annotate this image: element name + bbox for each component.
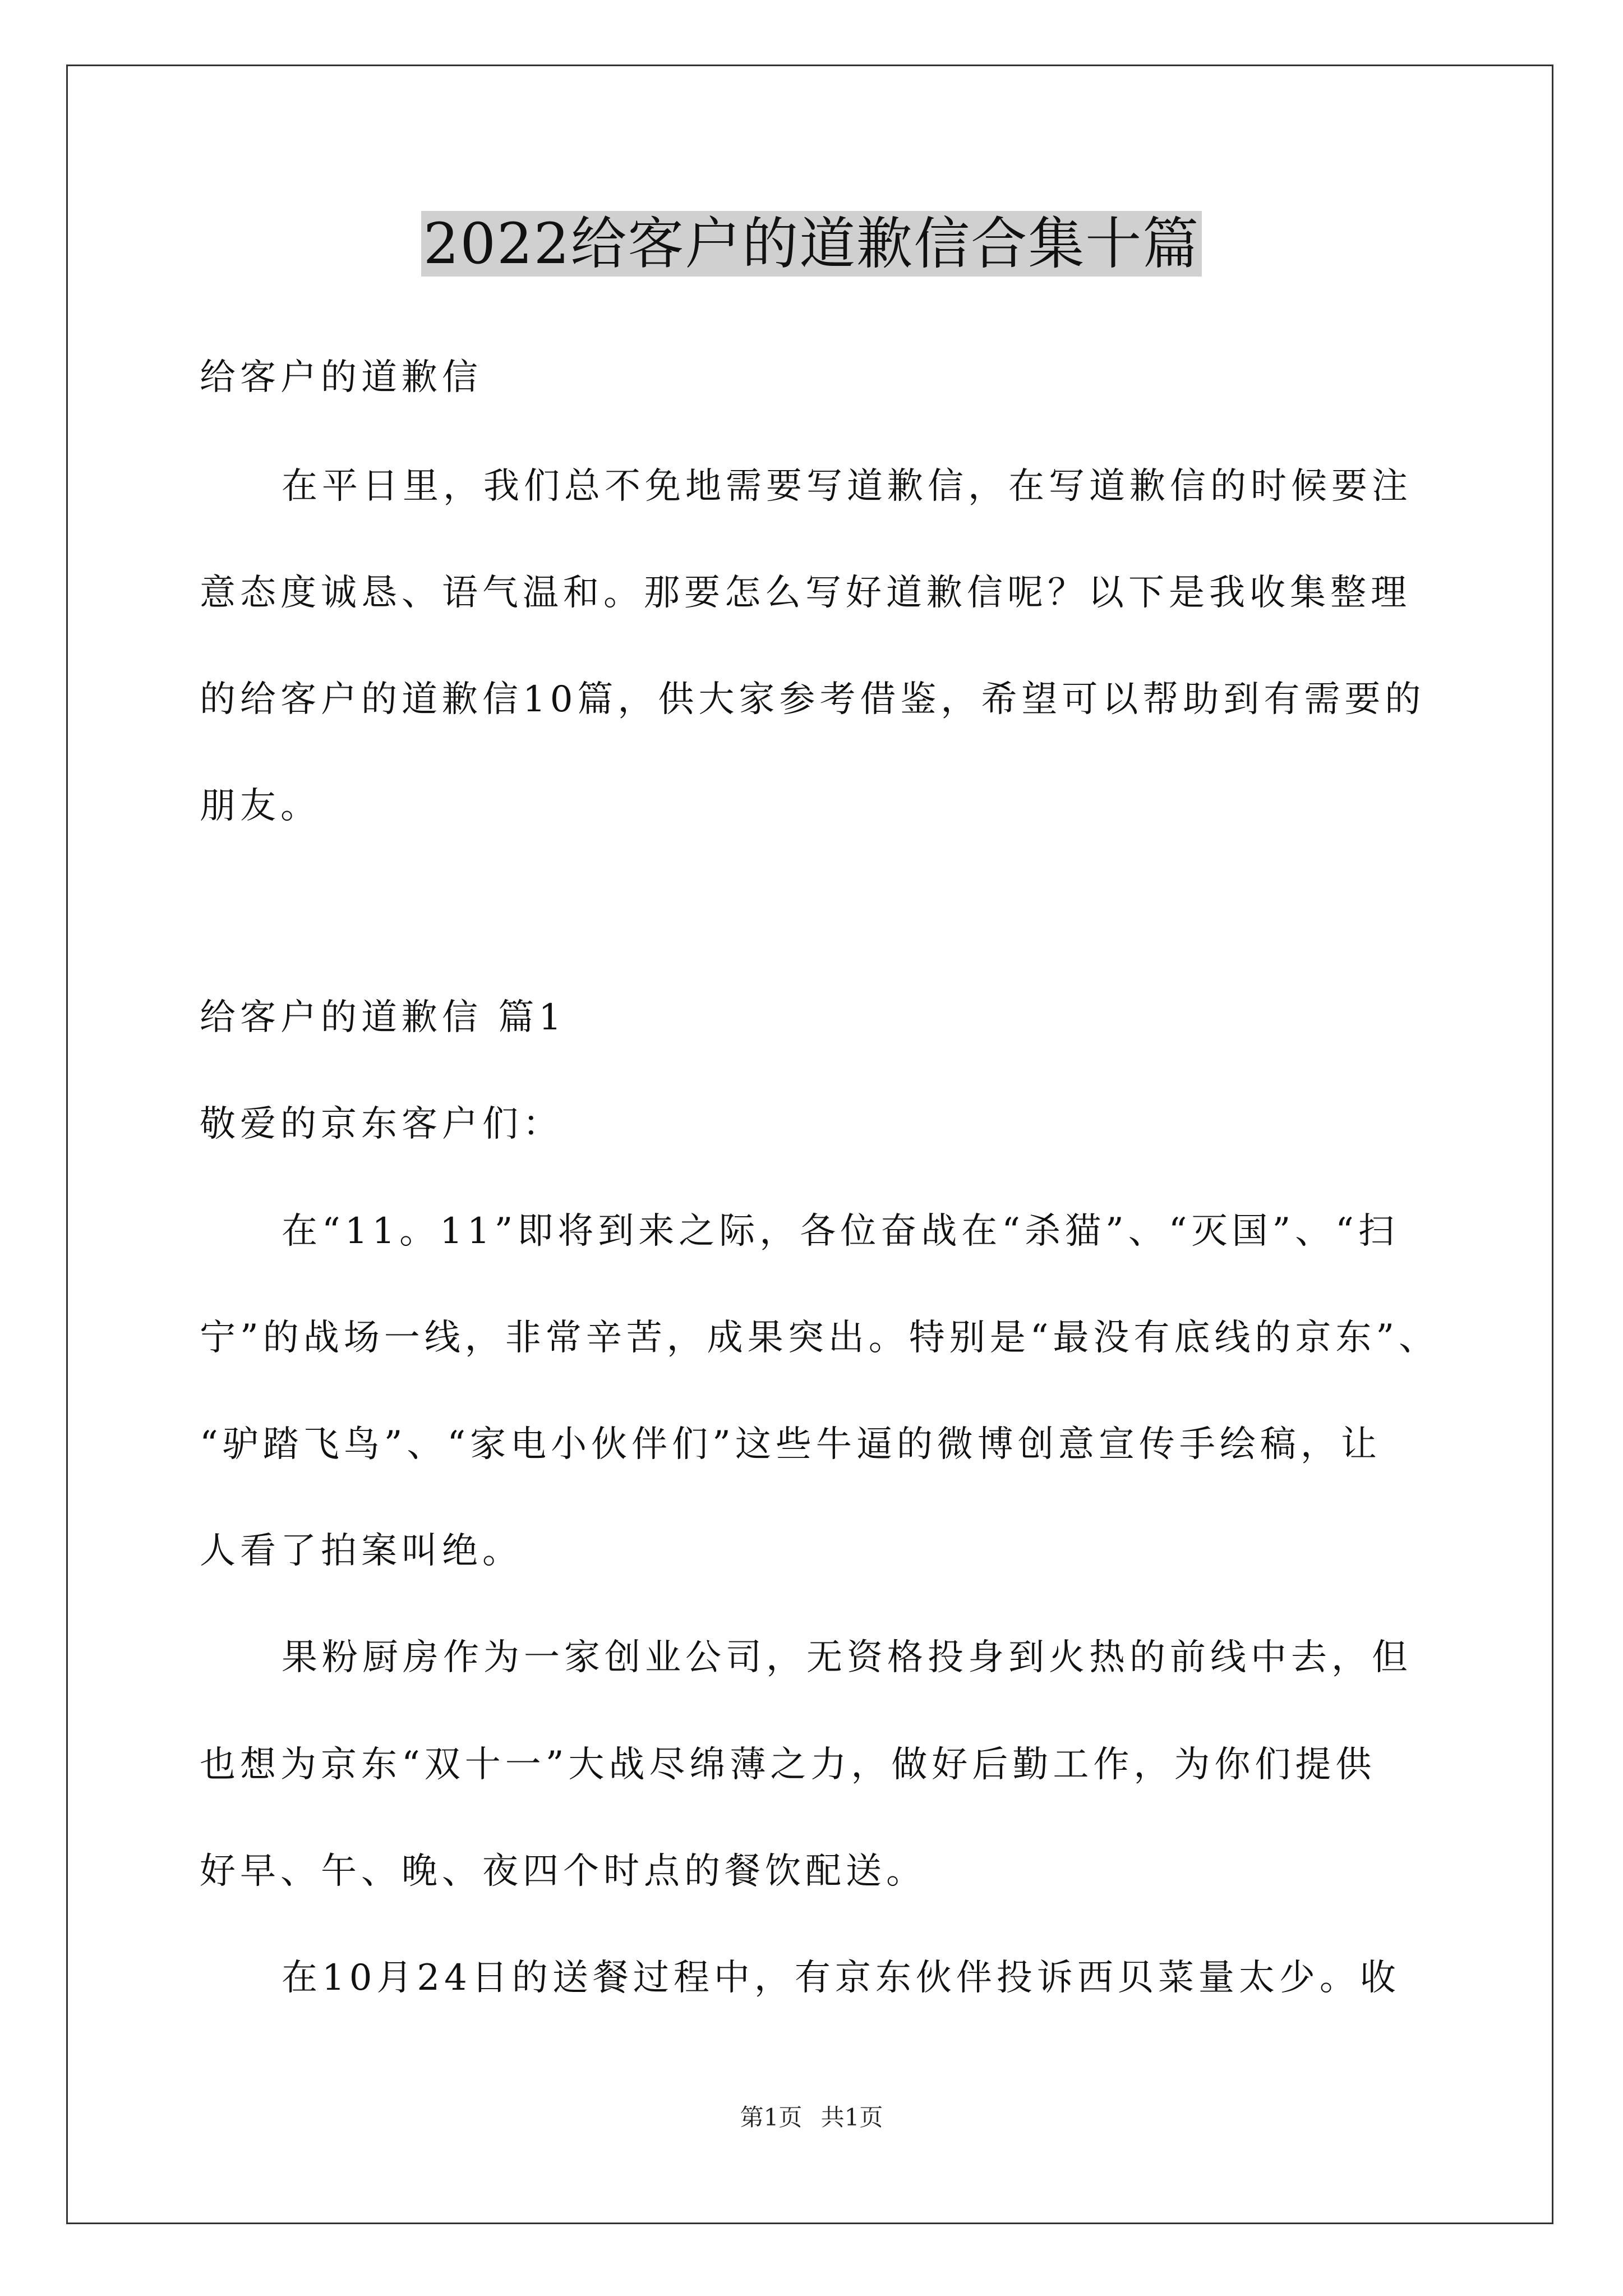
paragraph-line: 在“11。11”即将到来之际，各位奋战在“杀猫”、“灭国”、“扫 [282,1211,1399,1252]
paragraph-line: 宁”的战场一线，非常辛苦，成果突出。特别是“最没有底线的京东”、 [200,1317,1440,1359]
salutation: 敬爱的京东客户们： [200,1103,563,1145]
paragraph-line: “驴踏飞鸟”、“家电小伙伴们”这些牛逼的微博创意宣传手绘稿，让 [200,1424,1381,1465]
paragraph-line: 朋友。 [200,785,321,827]
document-title [0,208,1623,280]
paragraph-line: 在10月24日的送餐过程中，有京东伙伴投诉西贝菜量太少。收 [282,1957,1400,1999]
paragraph-line: 好早、午、晚、夜四个时点的餐饮配送。 [200,1851,926,1892]
page-footer: 第1页 共1页 [740,2104,883,2131]
section-heading: 给客户的道歉信 [200,357,482,398]
paragraph-line: 也想为京东“双十一”大战尽绵薄之力，做好后勤工作，为你们提供 [200,1744,1376,1786]
paragraph-line: 的给客户的道歉信10篇，供大家参考借鉴，希望可以帮助到有需要的 [200,679,1426,720]
paragraph-line: 在平日里，我们总不免地需要写道歉信，在写道歉信的时候要注 [282,466,1412,507]
paragraph-line: 果粉厨房作为一家创业公司，无资格投身到火热的前线中去，但 [282,1637,1412,1678]
section-heading: 给客户的道歉信 篇1 [200,997,566,1038]
paragraph-line: 意态度诚恳、语气温和。那要怎么写好道歉信呢？以下是我收集整理 [200,572,1411,614]
document-title-text: 2022给客户的道歉信合集十篇 [421,211,1202,277]
paragraph-line: 人看了拍案叫绝。 [200,1530,523,1572]
